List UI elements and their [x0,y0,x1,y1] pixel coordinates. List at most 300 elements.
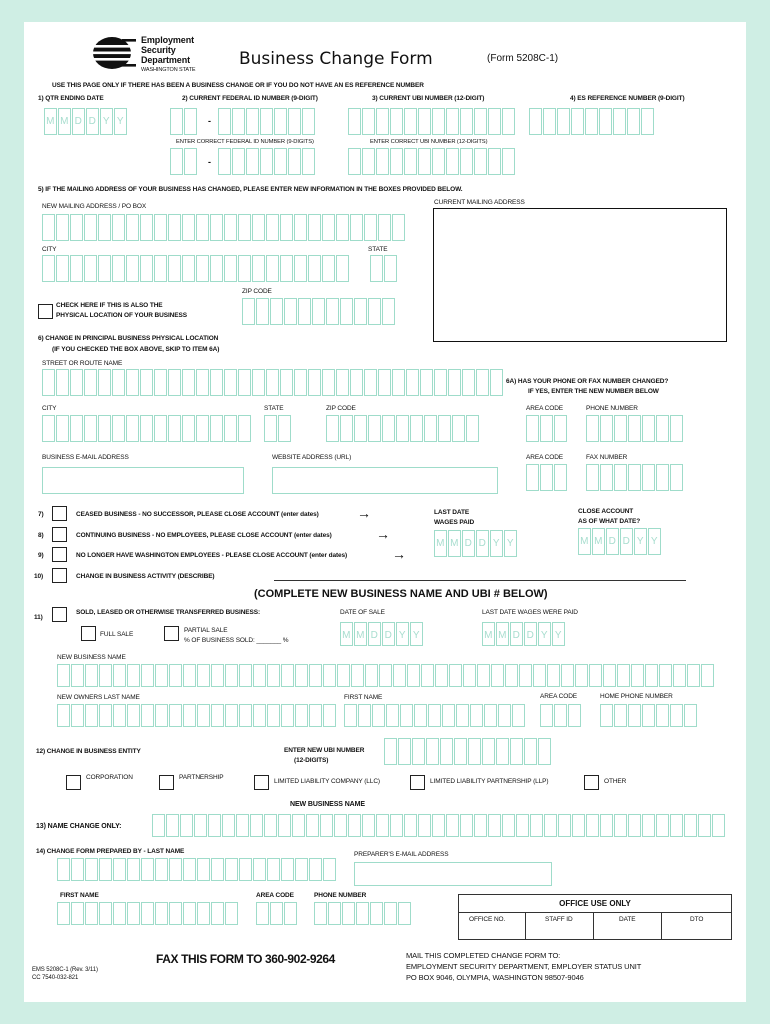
char-cell[interactable] [435,664,448,687]
char-cell[interactable] [281,664,294,687]
date-cell[interactable]: D [86,108,99,135]
char-cell[interactable] [253,858,266,881]
char-cell[interactable] [127,902,140,925]
activity-change-checkbox[interactable] [52,568,67,583]
char-cell[interactable] [502,814,515,837]
char-cell[interactable] [238,369,251,396]
last-wages-paid-field[interactable] [482,622,566,646]
char-cell[interactable] [398,902,411,925]
char-cell[interactable] [236,814,249,837]
date-cell[interactable]: M [434,530,447,557]
char-cell[interactable] [252,255,265,282]
char-cell[interactable] [197,664,210,687]
char-cell[interactable] [434,369,447,396]
date-of-sale-field[interactable] [340,622,424,646]
name-change-field[interactable] [152,814,726,837]
char-cell[interactable] [183,664,196,687]
correct-federal-id-field[interactable] [170,148,198,175]
es-reference-field[interactable] [529,108,655,135]
char-cell[interactable] [322,255,335,282]
char-cell[interactable] [449,664,462,687]
char-cell[interactable] [340,415,353,442]
char-cell[interactable] [432,108,445,135]
char-cell[interactable] [154,214,167,241]
char-cell[interactable] [614,464,627,491]
char-cell[interactable] [168,415,181,442]
char-cell[interactable] [627,108,640,135]
char-cell[interactable] [218,108,231,135]
char-cell[interactable] [309,858,322,881]
corporation-checkbox[interactable] [66,775,81,790]
char-cell[interactable] [512,704,525,727]
char-cell[interactable] [460,148,473,175]
char-cell[interactable] [308,214,321,241]
char-cell[interactable] [84,369,97,396]
char-cell[interactable] [308,255,321,282]
char-cell[interactable] [442,704,455,727]
char-cell[interactable] [645,664,658,687]
char-cell[interactable] [57,858,70,881]
char-cell[interactable] [127,858,140,881]
char-cell[interactable] [554,415,567,442]
char-cell[interactable] [554,704,567,727]
char-cell[interactable] [155,664,168,687]
char-cell[interactable] [166,814,179,837]
char-cell[interactable] [386,704,399,727]
char-cell[interactable] [438,415,451,442]
char-cell[interactable] [364,369,377,396]
char-cell[interactable] [498,704,511,727]
fax-area-code-field[interactable] [526,464,568,491]
date-cell[interactable]: D [620,528,633,555]
char-cell[interactable] [71,704,84,727]
street-field[interactable] [42,369,504,396]
char-cell[interactable] [211,902,224,925]
char-cell[interactable] [71,902,84,925]
char-cell[interactable] [370,902,383,925]
char-cell[interactable] [656,415,669,442]
date-cell[interactable]: D [606,528,619,555]
date-cell[interactable]: D [462,530,475,557]
char-cell[interactable] [356,902,369,925]
full-sale-checkbox[interactable] [81,626,96,641]
char-cell[interactable] [127,664,140,687]
char-cell[interactable] [628,814,641,837]
char-cell[interactable] [393,664,406,687]
char-cell[interactable] [42,369,55,396]
char-cell[interactable] [712,814,725,837]
char-cell[interactable] [184,108,197,135]
char-cell[interactable] [348,108,361,135]
char-cell[interactable] [603,664,616,687]
char-cell[interactable] [57,902,70,925]
char-cell[interactable] [278,814,291,837]
phone-number-field[interactable] [586,415,684,442]
char-cell[interactable] [571,108,584,135]
char-cell[interactable] [294,369,307,396]
char-cell[interactable] [614,814,627,837]
business-email-input[interactable] [42,467,244,494]
char-cell[interactable] [586,814,599,837]
continuing-business-checkbox[interactable] [52,527,67,542]
char-cell[interactable] [600,415,613,442]
char-cell[interactable] [42,214,55,241]
char-cell[interactable] [410,415,423,442]
date-cell[interactable]: M [340,622,353,646]
char-cell[interactable] [482,738,495,765]
char-cell[interactable] [641,108,654,135]
char-cell[interactable] [613,108,626,135]
char-cell[interactable] [575,664,588,687]
char-cell[interactable] [169,664,182,687]
char-cell[interactable] [127,704,140,727]
char-cell[interactable] [222,814,235,837]
char-cell[interactable] [379,664,392,687]
char-cell[interactable] [354,298,367,325]
char-cell[interactable] [392,214,405,241]
char-cell[interactable] [440,738,453,765]
char-cell[interactable] [540,704,553,727]
char-cell[interactable] [154,415,167,442]
char-cell[interactable] [140,214,153,241]
char-cell[interactable] [302,108,315,135]
char-cell[interactable] [57,664,70,687]
char-cell[interactable] [292,814,305,837]
char-cell[interactable] [280,255,293,282]
char-cell[interactable] [365,664,378,687]
char-cell[interactable] [264,415,277,442]
char-cell[interactable] [260,108,273,135]
char-cell[interactable] [336,255,349,282]
char-cell[interactable] [98,369,111,396]
char-cell[interactable] [323,858,336,881]
char-cell[interactable] [376,108,389,135]
char-cell[interactable] [267,858,280,881]
char-cell[interactable] [670,704,683,727]
char-cell[interactable] [404,148,417,175]
char-cell[interactable] [407,664,420,687]
char-cell[interactable] [267,704,280,727]
char-cell[interactable] [154,369,167,396]
char-cell[interactable] [540,464,553,491]
new-owner-last-name-field[interactable] [57,704,337,727]
char-cell[interactable] [225,902,238,925]
char-cell[interactable] [84,214,97,241]
char-cell[interactable] [126,415,139,442]
char-cell[interactable] [113,704,126,727]
char-cell[interactable] [183,858,196,881]
char-cell[interactable] [197,902,210,925]
other-entity-checkbox[interactable] [584,775,599,790]
char-cell[interactable] [246,108,259,135]
federal-id-field-2[interactable] [218,108,316,135]
char-cell[interactable] [113,902,126,925]
char-cell[interactable] [278,415,291,442]
char-cell[interactable] [266,255,279,282]
char-cell[interactable] [572,814,585,837]
char-cell[interactable] [631,664,644,687]
char-cell[interactable] [642,415,655,442]
llp-checkbox[interactable] [410,775,425,790]
char-cell[interactable] [57,704,70,727]
char-cell[interactable] [112,255,125,282]
char-cell[interactable] [270,902,283,925]
char-cell[interactable] [168,214,181,241]
char-cell[interactable] [98,415,111,442]
char-cell[interactable] [448,369,461,396]
char-cell[interactable] [533,664,546,687]
char-cell[interactable] [56,415,69,442]
char-cell[interactable] [112,369,125,396]
char-cell[interactable] [85,664,98,687]
char-cell[interactable] [281,704,294,727]
char-cell[interactable] [180,814,193,837]
char-cell[interactable] [155,704,168,727]
char-cell[interactable] [224,214,237,241]
char-cell[interactable] [42,255,55,282]
char-cell[interactable] [238,214,251,241]
char-cell[interactable] [400,704,413,727]
char-cell[interactable] [169,858,182,881]
char-cell[interactable] [295,704,308,727]
char-cell[interactable] [183,902,196,925]
char-cell[interactable] [253,664,266,687]
char-cell[interactable] [526,415,539,442]
char-cell[interactable] [280,214,293,241]
char-cell[interactable] [378,214,391,241]
char-cell[interactable] [208,814,221,837]
char-cell[interactable] [463,664,476,687]
char-cell[interactable] [294,255,307,282]
char-cell[interactable] [264,814,277,837]
char-cell[interactable] [390,148,403,175]
physical-location-checkbox[interactable] [38,304,53,319]
char-cell[interactable] [474,814,487,837]
char-cell[interactable] [239,704,252,727]
char-cell[interactable] [56,255,69,282]
char-cell[interactable] [168,255,181,282]
preparer-area-code-field[interactable] [256,902,298,925]
char-cell[interactable] [284,298,297,325]
char-cell[interactable] [376,814,389,837]
char-cell[interactable] [239,858,252,881]
new-city-field[interactable] [42,255,350,282]
char-cell[interactable] [267,664,280,687]
char-cell[interactable] [85,704,98,727]
char-cell[interactable] [600,704,613,727]
preparer-phone-field[interactable] [314,902,412,925]
char-cell[interactable] [284,902,297,925]
preparer-email-input[interactable] [354,862,552,886]
char-cell[interactable] [670,415,683,442]
char-cell[interactable] [384,738,397,765]
char-cell[interactable] [141,902,154,925]
s6-zip-field[interactable] [326,415,480,442]
char-cell[interactable] [421,664,434,687]
correct-ubi-field[interactable] [348,148,516,175]
char-cell[interactable] [194,814,207,837]
char-cell[interactable] [420,369,433,396]
char-cell[interactable] [698,814,711,837]
owner-home-phone-field[interactable] [600,704,698,727]
char-cell[interactable] [378,369,391,396]
char-cell[interactable] [225,704,238,727]
char-cell[interactable] [196,369,209,396]
char-cell[interactable] [446,148,459,175]
char-cell[interactable] [224,369,237,396]
char-cell[interactable] [547,664,560,687]
date-cell[interactable]: D [524,622,537,646]
char-cell[interactable] [70,415,83,442]
char-cell[interactable] [70,255,83,282]
ceased-business-checkbox[interactable] [52,506,67,521]
qtr-ending-date-field[interactable] [44,108,128,135]
char-cell[interactable] [659,664,672,687]
char-cell[interactable] [250,814,263,837]
char-cell[interactable] [99,664,112,687]
char-cell[interactable] [326,415,339,442]
char-cell[interactable] [302,148,315,175]
char-cell[interactable] [274,108,287,135]
date-cell[interactable]: M [496,622,509,646]
date-cell[interactable]: M [578,528,591,555]
char-cell[interactable] [266,369,279,396]
char-cell[interactable] [428,704,441,727]
preparer-first-name-field[interactable] [57,902,239,925]
date-cell[interactable]: D [368,622,381,646]
char-cell[interactable] [529,108,542,135]
char-cell[interactable] [182,255,195,282]
char-cell[interactable] [412,738,425,765]
char-cell[interactable] [505,664,518,687]
char-cell[interactable] [170,148,183,175]
char-cell[interactable] [182,214,195,241]
char-cell[interactable] [370,255,383,282]
char-cell[interactable] [70,369,83,396]
date-cell[interactable]: Y [504,530,517,557]
char-cell[interactable] [56,369,69,396]
char-cell[interactable] [392,369,405,396]
char-cell[interactable] [155,858,168,881]
char-cell[interactable] [538,738,551,765]
char-cell[interactable] [452,415,465,442]
char-cell[interactable] [454,738,467,765]
char-cell[interactable] [628,415,641,442]
federal-id-field[interactable] [170,108,198,135]
char-cell[interactable] [238,415,251,442]
char-cell[interactable] [281,858,294,881]
char-cell[interactable] [99,858,112,881]
char-cell[interactable] [126,214,139,241]
char-cell[interactable] [70,214,83,241]
char-cell[interactable] [99,704,112,727]
char-cell[interactable] [687,664,700,687]
char-cell[interactable] [140,415,153,442]
char-cell[interactable] [446,108,459,135]
partial-sale-checkbox[interactable] [164,626,179,641]
date-cell[interactable]: Y [100,108,113,135]
char-cell[interactable] [210,415,223,442]
char-cell[interactable] [488,148,501,175]
char-cell[interactable] [140,255,153,282]
char-cell[interactable] [336,214,349,241]
char-cell[interactable] [484,704,497,727]
char-cell[interactable] [568,704,581,727]
date-cell[interactable]: D [382,622,395,646]
new-owner-first-name-field[interactable] [344,704,526,727]
char-cell[interactable] [673,664,686,687]
char-cell[interactable] [362,148,375,175]
date-cell[interactable]: Y [410,622,423,646]
char-cell[interactable] [182,415,195,442]
char-cell[interactable] [540,415,553,442]
phone-area-code-field[interactable] [526,415,568,442]
char-cell[interactable] [470,704,483,727]
date-cell[interactable]: D [510,622,523,646]
char-cell[interactable] [342,902,355,925]
char-cell[interactable] [348,148,361,175]
char-cell[interactable] [404,108,417,135]
char-cell[interactable] [502,148,515,175]
char-cell[interactable] [197,704,210,727]
char-cell[interactable] [252,369,265,396]
char-cell[interactable] [183,704,196,727]
char-cell[interactable] [561,664,574,687]
char-cell[interactable] [456,704,469,727]
char-cell[interactable] [239,664,252,687]
char-cell[interactable] [71,664,84,687]
char-cell[interactable] [474,148,487,175]
date-cell[interactable]: M [592,528,605,555]
char-cell[interactable] [337,664,350,687]
char-cell[interactable] [530,814,543,837]
date-cell[interactable]: Y [396,622,409,646]
char-cell[interactable] [196,214,209,241]
char-cell[interactable] [382,298,395,325]
new-mailing-address-field[interactable] [42,214,406,241]
char-cell[interactable] [446,814,459,837]
char-cell[interactable] [496,738,509,765]
char-cell[interactable] [336,369,349,396]
close-account-date-field[interactable] [578,528,662,555]
ubi-number-field[interactable] [348,108,516,135]
last-wages-date-field[interactable] [434,530,518,557]
char-cell[interactable] [126,369,139,396]
char-cell[interactable] [466,415,479,442]
char-cell[interactable] [460,814,473,837]
char-cell[interactable] [211,664,224,687]
char-cell[interactable] [184,148,197,175]
char-cell[interactable] [344,704,357,727]
char-cell[interactable] [599,108,612,135]
date-cell[interactable]: Y [538,622,551,646]
char-cell[interactable] [589,664,602,687]
char-cell[interactable] [168,369,181,396]
char-cell[interactable] [358,704,371,727]
char-cell[interactable] [274,148,287,175]
char-cell[interactable] [169,902,182,925]
char-cell[interactable] [169,704,182,727]
char-cell[interactable] [224,255,237,282]
char-cell[interactable] [426,738,439,765]
char-cell[interactable] [462,369,475,396]
char-cell[interactable] [260,148,273,175]
char-cell[interactable] [554,464,567,491]
new-zip-field[interactable] [242,298,396,325]
char-cell[interactable] [558,814,571,837]
char-cell[interactable] [424,415,437,442]
char-cell[interactable] [288,108,301,135]
